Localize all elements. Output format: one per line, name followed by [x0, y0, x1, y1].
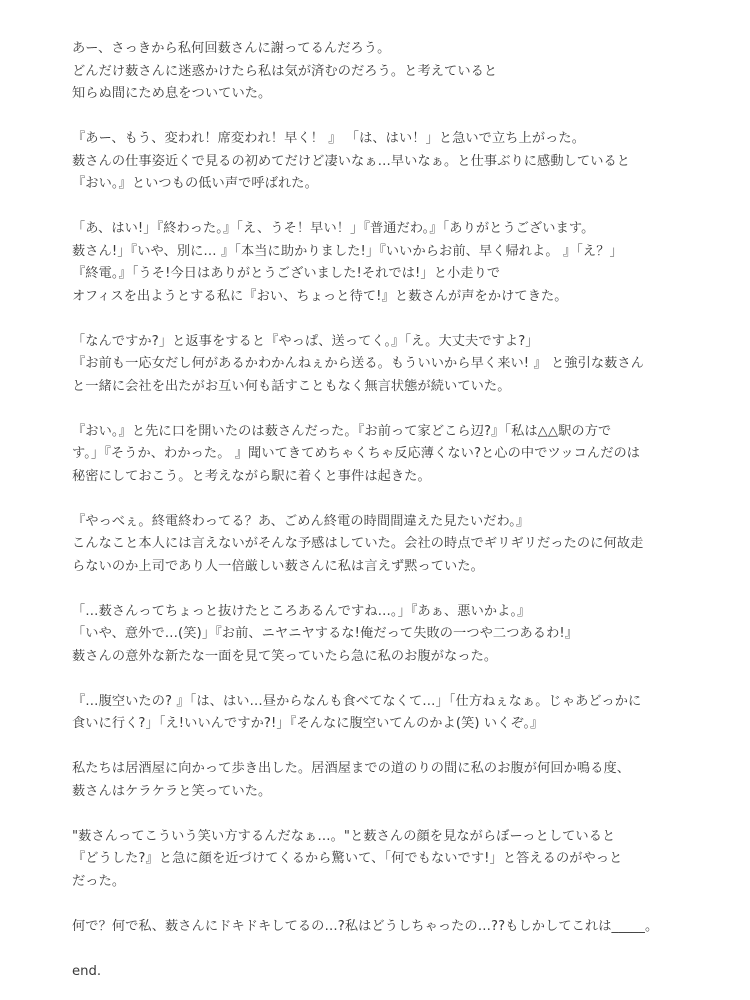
- text-line: 薮さんの意外な新たな一面を見て笑っていたら急に私のお腹がなった。: [72, 648, 498, 664]
- text-line: だった。: [72, 873, 126, 889]
- text-line: 『おい。』と先に口を開いたのは薮さんだった。『お前って家どこら辺?』「私は△△駅の方で: [72, 423, 612, 439]
- text-line: 『おい。』といつもの低い声で呼ばれた。: [72, 176, 318, 191]
- paragraph-8: [72, 691, 712, 736]
- text-line: と一緒に会社を出たがお互い何も話すこともなく無言状態が続いていた。: [72, 378, 511, 394]
- text-line: 知らぬ間にため息をついていた。: [72, 86, 272, 101]
- paragraph-gap: [72, 578, 712, 601]
- text-line: 私たちは居酒屋に向かって歩き出した。居酒屋までの道のりの間に私のお腹が何回か鳴る度、: [72, 761, 631, 776]
- text-line: らないのか上司であり人一倍厳しい薮さんに私は言えず黙っていた。: [72, 558, 484, 574]
- paragraph-2: [72, 128, 712, 196]
- text-line: 「…薮さんってちょっと抜けたところあるんですね…。」『あぁ、悪いかよ。』: [72, 603, 531, 619]
- paragraph-gap: [72, 398, 712, 421]
- text-line: 『やっべぇ。終電終わってる？あ、ごめん終電の時間間違えた見たいだわ。』: [72, 513, 530, 529]
- text-line: "薮さんってこういう笑い方するんだなぁ…。"と薮さんの顔を見ながらぼーっとしていると: [72, 828, 616, 844]
- paragraph-gap: [72, 106, 712, 129]
- paragraph-4: [72, 331, 712, 399]
- paragraph-3: [72, 218, 712, 308]
- paragraph-gap: [72, 893, 712, 916]
- paragraph-6: [72, 511, 712, 579]
- end-label: end.: [72, 963, 102, 979]
- text-line: 秘密にしておこう。と考えながら駅に着くと事件は起きた。: [72, 468, 431, 484]
- paragraph-gap: [72, 938, 712, 961]
- paragraph-gap: [72, 803, 712, 826]
- text-line: どんだけ薮さんに迷惑かけたら私は気が済むのだろう。と考えていると: [72, 63, 498, 79]
- paragraph-gap: [72, 488, 712, 511]
- text-line: 『終電。』「うそ!今日はありがとうございました!それでは!」と小走りで: [72, 266, 501, 281]
- paragraph-gap: [72, 308, 712, 331]
- text-line: 「いや、意外で…(笑)」『お前、ニヤニヤするな!俺だって失敗の一つや二つあるわ!』: [72, 626, 579, 641]
- text-line: 薮さん!」『いや、別に… 』「本当に助かりました!」『いいからお前、早く帰れよ。 』「え？」: [72, 243, 623, 259]
- text-line: 「あ、はい!」『終わった。』「え、うそ！早い！」『普通だわ。』「ありがとうございます。: [72, 221, 595, 236]
- text-line: 何で？何で私、薮さんにドキドキしてるの…?私はどうしちゃったの…??もしかしてこれは_____。: [72, 918, 659, 934]
- text-line: オフィスを出ようとする私に『おい、ちょっと待て!』と薮さんが声をかけてきた。: [72, 288, 568, 304]
- text-line: 薮さんはケラケラと笑っていた。: [72, 783, 272, 799]
- text-line: 『あー、もう、変われ！席変われ！早く！ 』 「は、はい！」と急いで立ち上がった。: [72, 131, 585, 146]
- paragraph-gap: [72, 668, 712, 691]
- text-line: す。」『そうか、わかった。 』聞いてきてめちゃくちゃ反応薄くない?と心の中でツッコんだのは: [72, 446, 641, 461]
- paragraph-1: [72, 38, 712, 106]
- text-line: 薮さんの仕事姿近くで見るの初めてだけど凄いなぁ…早いなぁ。と仕事ぶりに感動していると: [72, 153, 631, 169]
- paragraph-gap: [72, 736, 712, 759]
- paragraph-11: [72, 916, 712, 939]
- paragraph-5: [72, 421, 712, 489]
- text-line: あー、さっきから私何回薮さんに謝ってるんだろう。: [72, 41, 391, 56]
- paragraph-7: [72, 601, 712, 669]
- paragraph-9: [72, 758, 712, 803]
- paragraph-gap: [72, 196, 712, 219]
- text-line: 食いに行く?」「え!いいんですか?!」『そんなに腹空いてんのかよ(笑) いくぞ。』: [72, 716, 544, 731]
- text-line: 『お前も一応女だし何があるかわかんねぇから送る。もういいから早く来い! 』 と強引な薮さん: [72, 356, 645, 371]
- story-text: [72, 38, 712, 983]
- text-line: 「なんですか?」と返事をすると『やっぱ、送ってく。』「え。大丈夫ですよ?」: [72, 333, 539, 349]
- paragraph-10: [72, 826, 712, 894]
- text-line: 『…腹空いたの? 』「は、はい…昼からなんも食べてなくて…」「仕方ねぇなぁ。じゃあどっかに: [72, 693, 642, 709]
- text-line: こんなこと本人には言えないがそんな予感はしていた。会社の時点でギリギリだったのに何故走: [72, 536, 644, 551]
- text-line: 『どうした?』と急に顔を近づけてくるから驚いて、「何でもないです!」と答えるのがやっと: [72, 851, 623, 866]
